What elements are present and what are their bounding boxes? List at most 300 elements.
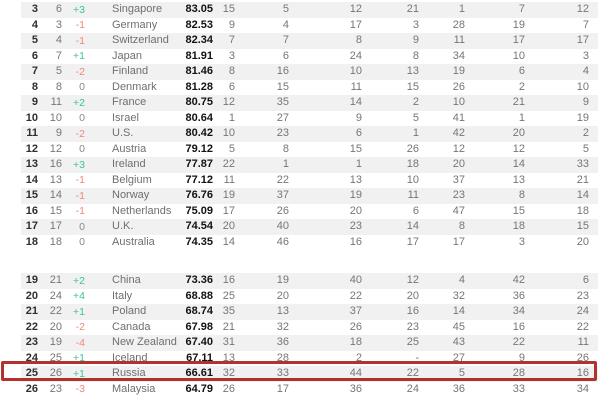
metric-value-cell: 8	[282, 142, 289, 155]
metric-value-cell: 9	[518, 351, 525, 364]
previous-rank-cell: 18	[49, 235, 62, 248]
rank-cell: 9	[31, 96, 38, 109]
metric-value-cell: 6	[412, 204, 419, 217]
rank-change-cell: -3	[75, 383, 85, 395]
country-name-cell: U.S.	[112, 127, 134, 140]
metric-value-cell: 37	[276, 189, 289, 202]
metric-value-cell: 15	[349, 142, 362, 155]
metric-value-cell: 31	[222, 336, 235, 349]
metric-value-cell: 11	[577, 336, 589, 349]
metric-value-cell: 19	[349, 189, 362, 202]
metric-value-cell: 22	[222, 158, 235, 171]
metric-value-cell: -	[415, 351, 419, 364]
metric-value-cell: 15	[512, 204, 525, 217]
rank-cell: 11	[26, 127, 38, 140]
metric-value-cell: 1	[412, 127, 419, 140]
metric-value-cell: 42	[512, 274, 525, 287]
metric-value-cell: 26	[576, 351, 589, 364]
metric-value-cell: 32	[276, 320, 289, 333]
ranking-table-body	[21, 2, 598, 397]
metric-value-cell: 15	[406, 80, 419, 93]
metric-value-cell: 1	[355, 158, 362, 171]
metric-value-cell: 7	[518, 3, 525, 16]
metric-value-cell: 3	[228, 49, 235, 62]
score-cell: 79.12	[185, 142, 213, 155]
country-name-cell: Austria	[112, 142, 147, 155]
rank-change-cell: +1	[73, 367, 85, 380]
score-cell: 67.40	[185, 336, 213, 349]
rank-cell: 25	[25, 367, 38, 380]
table-row	[21, 173, 598, 189]
metric-value-cell: 6	[282, 49, 289, 62]
metric-value-cell: 23	[406, 320, 419, 333]
rank-cell: 23	[25, 336, 38, 349]
previous-rank-cell: 8	[55, 80, 62, 93]
metric-value-cell: 18	[512, 220, 525, 233]
previous-rank-cell: 3	[55, 18, 62, 31]
rank-cell: 22	[25, 320, 38, 333]
previous-rank-cell: 17	[49, 220, 62, 233]
previous-rank-cell: 24	[49, 289, 62, 302]
table-row	[21, 126, 598, 142]
metric-value-cell: 27	[452, 351, 465, 364]
metric-value-cell: 19	[276, 274, 289, 287]
metric-value-cell: 1	[228, 111, 235, 124]
metric-value-cell: 8	[228, 65, 235, 78]
rank-change-cell: -2	[75, 127, 85, 140]
country-name-cell: France	[112, 96, 147, 109]
table-row	[21, 49, 598, 65]
metric-value-cell: 47	[452, 204, 465, 217]
metric-value-cell: 8	[458, 220, 465, 233]
table-row	[21, 64, 598, 80]
metric-value-cell: 17	[276, 382, 289, 395]
metric-value-cell: 8	[518, 189, 525, 202]
rank-change-cell: +1	[73, 305, 85, 318]
table-row	[21, 111, 598, 127]
country-name-cell: Israel	[112, 111, 139, 124]
rank-cell: 5	[31, 34, 38, 47]
metric-value-cell: 10	[349, 65, 362, 78]
table-row	[21, 204, 598, 220]
table-row	[21, 219, 598, 235]
metric-value-cell: 23	[452, 189, 465, 202]
metric-value-cell: 20	[452, 158, 465, 171]
metric-value-cell: 25	[406, 336, 419, 349]
metric-value-cell: 16	[576, 367, 589, 380]
previous-rank-cell: 20	[49, 320, 62, 333]
rank-change-cell: 0	[79, 112, 85, 124]
metric-value-cell: 20	[406, 289, 419, 302]
table-row	[21, 33, 598, 49]
metric-value-cell: 23	[349, 220, 362, 233]
metric-value-cell: 17	[512, 34, 525, 47]
previous-rank-cell: 26	[49, 367, 62, 380]
metric-value-cell: 15	[222, 3, 235, 16]
metric-value-cell: 9	[582, 96, 589, 109]
previous-rank-cell: 11	[50, 96, 62, 109]
metric-value-cell: 17	[349, 18, 362, 31]
table-row	[21, 80, 598, 96]
previous-rank-cell: 6	[55, 3, 62, 16]
score-cell: 80.64	[185, 111, 213, 124]
rank-change-cell: -1	[75, 34, 85, 47]
metric-value-cell: 12	[576, 3, 589, 16]
score-cell: 68.74	[185, 305, 213, 318]
metric-value-cell: 14	[406, 220, 419, 233]
metric-value-cell: 14	[222, 235, 235, 248]
metric-value-cell: 19	[512, 18, 525, 31]
metric-value-cell: 5	[228, 142, 235, 155]
metric-value-cell: 26	[222, 382, 235, 395]
metric-value-cell: 43	[452, 336, 465, 349]
metric-value-cell: 16	[349, 235, 362, 248]
score-cell: 80.75	[185, 96, 213, 109]
rank-change-cell: 0	[79, 143, 85, 155]
metric-value-cell: 5	[282, 3, 289, 16]
country-name-cell: U.K.	[112, 220, 134, 233]
score-cell: 82.34	[185, 34, 213, 47]
metric-value-cell: 13	[222, 351, 235, 364]
metric-value-cell: 45	[452, 320, 465, 333]
metric-value-cell: 24	[349, 49, 362, 62]
metric-value-cell: 40	[276, 220, 289, 233]
rank-cell: 10	[25, 111, 38, 124]
metric-value-cell: 7	[228, 34, 235, 47]
metric-value-cell: 19	[576, 111, 589, 124]
rank-cell: 4	[31, 18, 38, 31]
metric-value-cell: 5	[412, 111, 419, 124]
rank-cell: 20	[25, 289, 38, 302]
rank-change-cell: -4	[75, 336, 85, 349]
previous-rank-cell: 15	[49, 204, 62, 217]
previous-rank-cell: 22	[49, 305, 62, 318]
rank-cell: 17	[25, 220, 38, 233]
metric-value-cell: 16	[276, 65, 289, 78]
metric-value-cell: 27	[276, 111, 289, 124]
metric-value-cell: 33	[576, 158, 589, 171]
metric-value-cell: 11	[350, 80, 362, 93]
metric-value-cell: 13	[512, 173, 525, 186]
metric-value-cell: 32	[222, 367, 235, 380]
table-row-highlighted	[21, 366, 598, 382]
metric-value-cell: 16	[512, 320, 525, 333]
score-cell: 83.05	[185, 3, 213, 16]
table-row	[21, 18, 598, 34]
metric-value-cell: 4	[458, 274, 465, 287]
metric-value-cell: 9	[355, 111, 362, 124]
metric-value-cell: 23	[276, 127, 289, 140]
previous-rank-cell: 12	[49, 142, 62, 155]
metric-value-cell: 17	[576, 34, 589, 47]
rank-change-cell: 0	[79, 236, 85, 248]
rank-change-cell: -1	[75, 174, 85, 186]
rank-cell: 18	[25, 235, 38, 248]
metric-value-cell: 18	[406, 158, 419, 171]
metric-value-cell: 7	[282, 34, 289, 47]
score-cell: 76.76	[185, 189, 213, 202]
metric-value-cell: 10	[576, 80, 589, 93]
metric-value-cell: 36	[276, 336, 289, 349]
metric-value-cell: 2	[518, 80, 525, 93]
score-cell: 68.88	[185, 289, 213, 302]
metric-value-cell: 8	[355, 34, 362, 47]
metric-value-cell: 33	[276, 367, 289, 380]
metric-value-cell: 9	[228, 18, 235, 31]
previous-rank-cell: 25	[49, 351, 62, 364]
rank-cell: 24	[25, 351, 38, 364]
rank-change-cell: +2	[73, 274, 85, 287]
metric-value-cell: 13	[276, 305, 289, 318]
rank-change-cell: +3	[73, 158, 85, 171]
rank-cell: 6	[31, 49, 38, 62]
table-row	[21, 320, 598, 336]
metric-value-cell: 42	[452, 127, 465, 140]
country-name-cell: Switzerland	[112, 34, 169, 47]
table-row	[21, 142, 598, 158]
metric-value-cell: 2	[582, 127, 589, 140]
metric-value-cell: 17	[222, 204, 235, 217]
table-row	[21, 351, 598, 367]
table-row	[21, 235, 598, 251]
previous-rank-cell: 5	[55, 65, 62, 78]
metric-value-cell: 4	[582, 65, 589, 78]
metric-value-cell: 2	[355, 351, 362, 364]
metric-value-cell: 20	[512, 127, 525, 140]
score-cell: 64.79	[185, 382, 213, 395]
metric-value-cell: 19	[452, 65, 465, 78]
table-row	[21, 273, 598, 289]
table-row	[21, 188, 598, 204]
metric-value-cell: 23	[576, 289, 589, 302]
rank-cell: 19	[25, 274, 38, 287]
metric-value-cell: 12	[406, 274, 419, 287]
country-name-cell: Germany	[112, 18, 158, 31]
score-cell: 67.98	[185, 320, 213, 333]
metric-value-cell: 8	[412, 49, 419, 62]
metric-value-cell: 22	[349, 289, 362, 302]
score-cell: 75.09	[185, 204, 213, 217]
country-name-cell: Poland	[112, 305, 147, 318]
metric-value-cell: 44	[349, 367, 362, 380]
metric-value-cell: 26	[349, 320, 362, 333]
country-name-cell: China	[112, 274, 141, 287]
score-cell: 81.91	[185, 49, 213, 62]
metric-value-cell: 12	[349, 3, 362, 16]
previous-rank-cell: 21	[49, 274, 62, 287]
previous-rank-cell: 10	[49, 111, 62, 124]
metric-value-cell: 34	[576, 382, 589, 395]
metric-value-cell: 20	[349, 204, 362, 217]
country-name-cell: Malaysia	[112, 382, 156, 395]
metric-value-cell: 24	[576, 305, 589, 318]
metric-value-cell: 21	[576, 173, 589, 186]
metric-value-cell: 6	[355, 127, 362, 140]
metric-value-cell: 41	[452, 111, 465, 124]
previous-rank-cell: 7	[55, 49, 62, 62]
table-section	[21, 273, 598, 397]
metric-value-cell: 10	[222, 127, 235, 140]
metric-value-cell: 12	[452, 142, 465, 155]
metric-value-cell: 15	[576, 220, 589, 233]
metric-value-cell: 3	[582, 49, 589, 62]
metric-value-cell: 18	[576, 204, 589, 217]
score-cell: 81.46	[185, 65, 213, 78]
metric-value-cell: 40	[349, 274, 362, 287]
country-name-cell: Denmark	[112, 80, 157, 93]
metric-value-cell: 6	[228, 80, 235, 93]
metric-value-cell: 15	[276, 80, 289, 93]
country-name-cell: Ireland	[112, 158, 146, 171]
metric-value-cell: 6	[582, 274, 589, 287]
metric-value-cell: 16	[406, 305, 419, 318]
country-name-cell: Canada	[112, 320, 151, 333]
metric-value-cell: 37	[452, 173, 465, 186]
metric-value-cell: 5	[458, 367, 465, 380]
score-cell: 74.35	[185, 235, 213, 248]
table-row	[21, 289, 598, 305]
rank-cell: 7	[31, 65, 38, 78]
previous-rank-cell: 4	[55, 34, 62, 47]
metric-value-cell: 6	[518, 65, 525, 78]
previous-rank-cell: 16	[49, 158, 62, 171]
metric-value-cell: 9	[412, 34, 419, 47]
metric-value-cell: 13	[349, 173, 362, 186]
rank-cell: 13	[25, 158, 38, 171]
metric-value-cell: 33	[512, 382, 525, 395]
country-name-cell: Iceland	[112, 351, 148, 364]
rank-change-cell: +4	[73, 290, 85, 302]
rank-cell: 15	[25, 189, 38, 202]
table-row	[21, 157, 598, 173]
table-row	[21, 304, 598, 320]
rank-change-cell: -1	[75, 189, 85, 202]
score-cell: 82.53	[185, 18, 213, 31]
metric-value-cell: 10	[512, 49, 525, 62]
metric-value-cell: 5	[582, 142, 589, 155]
metric-value-cell: 14	[452, 305, 465, 318]
table-section	[21, 2, 598, 250]
metric-value-cell: 1	[518, 111, 525, 124]
metric-value-cell: 11	[223, 173, 235, 186]
metric-value-cell: 16	[222, 274, 235, 287]
metric-value-cell: 21	[406, 3, 419, 16]
metric-value-cell: 18	[349, 336, 362, 349]
metric-value-cell: 25	[222, 289, 235, 302]
metric-value-cell: 46	[276, 235, 289, 248]
metric-value-cell: 10	[406, 173, 419, 186]
rank-change-cell: -1	[75, 19, 85, 31]
metric-value-cell: 26	[276, 204, 289, 217]
rank-change-cell: -2	[75, 321, 85, 333]
metric-value-cell: 21	[512, 96, 525, 109]
metric-value-cell: 17	[452, 235, 465, 248]
metric-value-cell: 21	[222, 320, 235, 333]
metric-value-cell: 20	[576, 235, 589, 248]
previous-rank-cell: 13	[49, 173, 62, 186]
metric-value-cell: 17	[406, 235, 419, 248]
rank-change-cell: +1	[73, 352, 85, 364]
score-cell: 80.42	[185, 127, 213, 140]
country-name-cell: Australia	[112, 235, 155, 248]
rank-cell: 8	[31, 80, 38, 93]
metric-value-cell: 20	[276, 289, 289, 302]
metric-value-cell: 34	[452, 49, 465, 62]
metric-value-cell: 11	[453, 34, 465, 47]
previous-rank-cell: 14	[49, 189, 62, 202]
country-name-cell: Italy	[112, 289, 133, 302]
metric-value-cell: 12	[512, 142, 525, 155]
metric-value-cell: 28	[452, 18, 465, 31]
score-cell: 66.61	[185, 367, 213, 380]
metric-value-cell: 28	[276, 351, 289, 364]
metric-value-cell: 34	[512, 305, 525, 318]
score-cell: 77.12	[185, 173, 213, 186]
rank-cell: 12	[25, 142, 38, 155]
score-cell: 67.11	[186, 351, 213, 364]
rank-change-cell: +1	[73, 50, 85, 62]
table-row	[21, 2, 598, 18]
previous-rank-cell: 9	[55, 127, 62, 140]
metric-value-cell: 37	[349, 305, 362, 318]
rank-change-cell: +2	[73, 96, 85, 109]
metric-value-cell: 19	[222, 189, 235, 202]
metric-value-cell: 14	[512, 158, 525, 171]
score-cell: 73.36	[185, 274, 213, 287]
rank-cell: 26	[25, 382, 38, 395]
country-name-cell: Japan	[112, 49, 142, 62]
metric-value-cell: 12	[222, 96, 235, 109]
metric-value-cell: 28	[512, 367, 525, 380]
metric-value-cell: 32	[452, 289, 465, 302]
score-cell: 77.87	[185, 158, 213, 171]
table-row	[21, 95, 598, 111]
metric-value-cell: 14	[576, 189, 589, 202]
metric-value-cell: 1	[282, 158, 289, 171]
metric-value-cell: 2	[412, 96, 419, 109]
metric-value-cell: 24	[406, 382, 419, 395]
country-name-cell: Singapore	[112, 3, 163, 16]
metric-value-cell: 4	[282, 18, 289, 31]
country-name-cell: Norway	[112, 189, 150, 202]
table-row	[21, 335, 598, 351]
metric-value-cell: 26	[406, 142, 419, 155]
rank-cell: 16	[25, 204, 38, 217]
rank-cell: 21	[25, 305, 38, 318]
rank-change-cell: +3	[73, 3, 85, 16]
rank-change-cell: 0	[79, 220, 85, 233]
metric-value-cell: 13	[406, 65, 419, 78]
country-name-cell: Belgium	[112, 173, 152, 186]
metric-value-cell: 3	[412, 18, 419, 31]
rank-change-cell: 0	[79, 81, 85, 93]
rank-change-cell: -1	[75, 205, 85, 217]
metric-value-cell: 22	[276, 173, 289, 186]
metric-value-cell: 3	[518, 235, 525, 248]
rank-cell: 14	[25, 173, 38, 186]
metric-value-cell: 22	[406, 367, 419, 380]
metric-value-cell: 36	[349, 382, 362, 395]
country-name-cell: Finland	[112, 65, 149, 78]
metric-value-cell: 1	[458, 3, 465, 16]
rank-cell: 3	[31, 3, 38, 16]
metric-value-cell: 11	[407, 189, 419, 202]
metric-value-cell: 35	[222, 305, 235, 318]
previous-rank-cell: 19	[49, 336, 62, 349]
metric-value-cell: 14	[349, 96, 362, 109]
metric-value-cell: 22	[576, 320, 589, 333]
metric-value-cell: 26	[452, 80, 465, 93]
